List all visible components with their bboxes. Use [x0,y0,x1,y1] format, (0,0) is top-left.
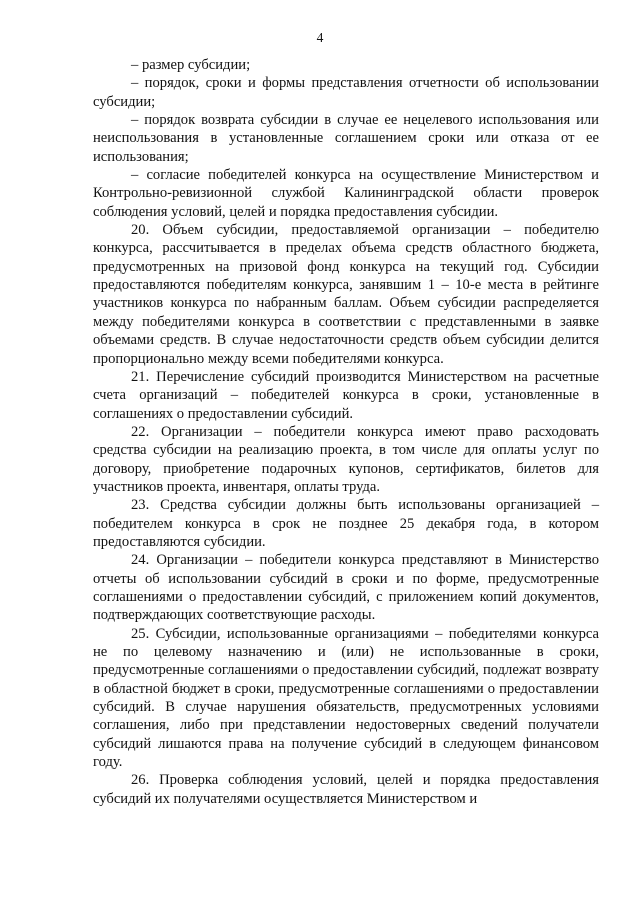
list-item-reporting-procedure: – порядок, сроки и формы представления отчетности об использовании субсидии; [93,75,599,110]
document-body [93,56,599,808]
paragraph-26: 26. Проверка соблюдения условий, целей и порядка предоставления субсидий их получателями осуществляется Министерством и [93,772,599,807]
paragraph-22: 22. Организации – победители конкурса имеют право расходовать средства субсидии на реализацию проекта, в том числе для оплаты услуг по договору, приобретение подарочных купонов, сертификатов, билетов для участников проекта, инвентаря, оплаты труда. [93,423,599,495]
list-item-return-procedure: – порядок возврата субсидии в случае ее нецелевого использования или неиспользования в установленные соглашением сроки или отказа от ее использования; [93,112,599,165]
paragraph-24: 24. Организации – победители конкурса представляют в Министерство отчеты об использовании субсидий в сроки и по форме, предусмотренные соглашениями о предоставлении субсидий, с приложением копий документов, подтверждающих соответствующие расходы. [93,552,599,624]
paragraph-20: 20. Объем субсидии, предоставляемой организации – победителю конкурса, рассчитывается в пределах объема средств областного бюджета, предусмотренных на призовой фонд конкурса на текущий год. Субсидии предоставляются победителям конкурса, занявшим 1 – 10-е места в рейтинге участников конкурса по набранным баллам. Объем субсидии распределяется между победителями конкурса в соответствии с представленными в заявке объемами средств. В случае недостаточности средств объем субсидии делится пропорционально между всеми победителями конкурса. [93,222,599,367]
list-item-subsidy-size: – размер субсидии; [131,57,251,73]
paragraph-23: 23. Средства субсидии должны быть использованы организацией – победителем конкурса в срок не позднее 25 декабря года, в котором предоставляются субсидии. [93,497,599,550]
page-number: 4 [316,30,324,45]
paragraph-21: 21. Перечисление субсидий производится Министерством на расчетные счета организаций – победителей конкурса в сроки, установленные в соглашениях о предоставлении субсидий. [93,368,599,422]
paragraph-25: 25. Субсидии, использованные организациями – победителями конкурса не по целевому назначению и (или) не использованные в сроки, предусмотренные соглашениями о предоставлении субсидий, подлежат возврату в областной бюджет в сроки, предусмотренные соглашениями о предоставлении субсидий. В случае нарушения обязательств, предусмотренных условиями соглашения, либо при представлении недостоверных сведений получатели субсидий лишаются права на получение субсидий в следующем финансовом году. [93,625,599,771]
list-item-consent-to-audit: – согласие победителей конкурса на осуществление Министерством и Контрольно-ревизионной службой Калининградской области проверок соблюдения условий, целей и порядка предоставления субсидии. [93,167,599,220]
